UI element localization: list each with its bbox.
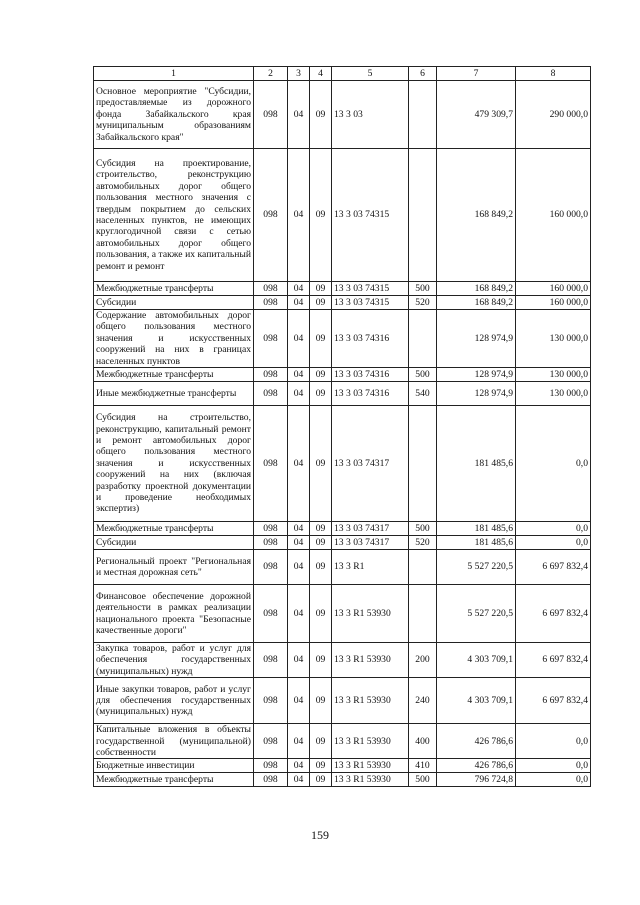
admin-code: 098 xyxy=(254,585,288,643)
row-name: Субсидии xyxy=(94,536,254,550)
amount-year-2: 290 000,0 xyxy=(516,81,591,149)
section-code: 04 xyxy=(288,550,310,585)
expense-type-code: 200 xyxy=(409,643,437,678)
admin-code: 098 xyxy=(254,643,288,678)
amount-year-2: 0,0 xyxy=(516,759,591,773)
subsection-code: 09 xyxy=(310,585,332,643)
section-code: 04 xyxy=(288,368,310,382)
row-name: Субсидия на строительство, реконструкцию, капитальный ремонт и ремонт автомобильных дорог общего пользования местного значения и искусственных сооружений на них (включая разработку проектной документации и проведение необходимых экспертиз) xyxy=(94,406,254,522)
target-article-code: 13 3 03 xyxy=(332,81,409,149)
subsection-code: 09 xyxy=(310,382,332,406)
subsection-code: 09 xyxy=(310,310,332,368)
row-name: Межбюджетные трансферты xyxy=(94,368,254,382)
amount-year-1: 168 849,2 xyxy=(437,282,516,296)
expense-type-code: 500 xyxy=(409,773,437,787)
section-code: 04 xyxy=(288,296,310,310)
amount-year-1: 426 786,6 xyxy=(437,724,516,759)
row-name: Бюджетные инвестиции xyxy=(94,759,254,773)
target-article-code: 13 3 R1 53930 xyxy=(332,773,409,787)
expense-type-code: 540 xyxy=(409,382,437,406)
admin-code: 098 xyxy=(254,149,288,282)
row-name: Иные межбюджетные трансферты xyxy=(94,382,254,406)
column-header: 2 xyxy=(254,67,288,81)
section-code: 04 xyxy=(288,310,310,368)
amount-year-1: 4 303 709,1 xyxy=(437,643,516,678)
target-article-code: 13 3 03 74317 xyxy=(332,522,409,536)
admin-code: 098 xyxy=(254,368,288,382)
table-row xyxy=(94,522,591,536)
admin-code: 098 xyxy=(254,406,288,522)
section-code: 04 xyxy=(288,406,310,522)
target-article-code: 13 3 R1 53930 xyxy=(332,678,409,724)
table-row xyxy=(94,643,591,678)
section-code: 04 xyxy=(288,81,310,149)
table-row xyxy=(94,678,591,724)
expense-type-code: 520 xyxy=(409,536,437,550)
amount-year-2: 0,0 xyxy=(516,536,591,550)
amount-year-1: 128 974,9 xyxy=(437,368,516,382)
amount-year-2: 6 697 832,4 xyxy=(516,678,591,724)
target-article-code: 13 3 03 74315 xyxy=(332,149,409,282)
expense-type-code: 500 xyxy=(409,522,437,536)
target-article-code: 13 3 R1 xyxy=(332,550,409,585)
admin-code: 098 xyxy=(254,296,288,310)
amount-year-2: 0,0 xyxy=(516,406,591,522)
amount-year-1: 181 485,6 xyxy=(437,536,516,550)
admin-code: 098 xyxy=(254,536,288,550)
subsection-code: 09 xyxy=(310,296,332,310)
expense-type-code: 400 xyxy=(409,724,437,759)
table-row xyxy=(94,310,591,368)
row-name: Региональный проект "Региональная и местная дорожная сеть" xyxy=(94,550,254,585)
expense-type-code: 410 xyxy=(409,759,437,773)
table-header-row xyxy=(94,67,591,81)
budget-table xyxy=(93,66,591,787)
subsection-code: 09 xyxy=(310,536,332,550)
table-row xyxy=(94,773,591,787)
expense-type-code xyxy=(409,406,437,522)
subsection-code: 09 xyxy=(310,368,332,382)
table-row xyxy=(94,759,591,773)
row-name: Иные закупки товаров, работ и услуг для обеспечения государственных (муниципальных) нужд xyxy=(94,678,254,724)
amount-year-1: 4 303 709,1 xyxy=(437,678,516,724)
admin-code: 098 xyxy=(254,522,288,536)
amount-year-2: 160 000,0 xyxy=(516,296,591,310)
table-row xyxy=(94,296,591,310)
row-name: Финансовое обеспечение дорожной деятельности в рамках реализации национального проекта "Безопасные качественные дороги" xyxy=(94,585,254,643)
subsection-code: 09 xyxy=(310,522,332,536)
table-row xyxy=(94,382,591,406)
section-code: 04 xyxy=(288,382,310,406)
subsection-code: 09 xyxy=(310,406,332,522)
amount-year-1: 181 485,6 xyxy=(437,522,516,536)
column-header: 6 xyxy=(409,67,437,81)
admin-code: 098 xyxy=(254,678,288,724)
expense-type-code: 500 xyxy=(409,368,437,382)
amount-year-2: 130 000,0 xyxy=(516,310,591,368)
section-code: 04 xyxy=(288,522,310,536)
admin-code: 098 xyxy=(254,282,288,296)
table-row xyxy=(94,585,591,643)
amount-year-2: 130 000,0 xyxy=(516,382,591,406)
amount-year-2: 130 000,0 xyxy=(516,368,591,382)
row-name: Содержание автомобильных дорог общего пользования местного значения и искусственных сооружений на них в границах населенных пунктов xyxy=(94,310,254,368)
table-row xyxy=(94,406,591,522)
amount-year-2: 160 000,0 xyxy=(516,282,591,296)
table-row xyxy=(94,724,591,759)
amount-year-1: 128 974,9 xyxy=(437,310,516,368)
row-name: Субсидия на проектирование, строительство, реконструкцию автомобильных дорог общего пользования местного значения с твердым покрытием до сельских населенных пунктов, не имеющих круглогодичной связи с сетью автомобильных дорог общего пользования, а также их капитальный ремонт и ремонт xyxy=(94,149,254,282)
amount-year-1: 479 309,7 xyxy=(437,81,516,149)
row-name: Субсидии xyxy=(94,296,254,310)
admin-code: 098 xyxy=(254,773,288,787)
section-code: 04 xyxy=(288,643,310,678)
column-header: 3 xyxy=(288,67,310,81)
expense-type-code: 240 xyxy=(409,678,437,724)
section-code: 04 xyxy=(288,724,310,759)
section-code: 04 xyxy=(288,773,310,787)
expense-type-code xyxy=(409,585,437,643)
row-name: Межбюджетные трансферты xyxy=(94,773,254,787)
row-name: Межбюджетные трансферты xyxy=(94,522,254,536)
column-header: 7 xyxy=(437,67,516,81)
amount-year-1: 128 974,9 xyxy=(437,382,516,406)
target-article-code: 13 3 03 74315 xyxy=(332,282,409,296)
target-article-code: 13 3 R1 53930 xyxy=(332,585,409,643)
amount-year-2: 0,0 xyxy=(516,724,591,759)
table-row xyxy=(94,149,591,282)
subsection-code: 09 xyxy=(310,81,332,149)
row-name: Межбюджетные трансферты xyxy=(94,282,254,296)
target-article-code: 13 3 R1 53930 xyxy=(332,759,409,773)
admin-code: 098 xyxy=(254,310,288,368)
expense-type-code xyxy=(409,310,437,368)
table-row xyxy=(94,368,591,382)
section-code: 04 xyxy=(288,759,310,773)
column-header: 4 xyxy=(310,67,332,81)
target-article-code: 13 3 03 74317 xyxy=(332,406,409,522)
subsection-code: 09 xyxy=(310,643,332,678)
amount-year-2: 0,0 xyxy=(516,522,591,536)
amount-year-2: 160 000,0 xyxy=(516,149,591,282)
column-header: 5 xyxy=(332,67,409,81)
subsection-code: 09 xyxy=(310,773,332,787)
subsection-code: 09 xyxy=(310,724,332,759)
subsection-code: 09 xyxy=(310,282,332,296)
target-article-code: 13 3 03 74315 xyxy=(332,296,409,310)
section-code: 04 xyxy=(288,678,310,724)
expense-type-code xyxy=(409,81,437,149)
table-row xyxy=(94,536,591,550)
amount-year-2: 6 697 832,4 xyxy=(516,550,591,585)
page-number: 159 xyxy=(311,828,329,842)
row-name: Основное мероприятие "Субсидии, предоставляемые из дорожного фонда Забайкальского края муниципальным образованиям Забайкальского края" xyxy=(94,81,254,149)
amount-year-1: 168 849,2 xyxy=(437,296,516,310)
target-article-code: 13 3 03 74316 xyxy=(332,310,409,368)
expense-type-code: 520 xyxy=(409,296,437,310)
amount-year-1: 5 527 220,5 xyxy=(437,585,516,643)
section-code: 04 xyxy=(288,536,310,550)
amount-year-2: 6 697 832,4 xyxy=(516,643,591,678)
admin-code: 098 xyxy=(254,81,288,149)
subsection-code: 09 xyxy=(310,759,332,773)
amount-year-1: 796 724,8 xyxy=(437,773,516,787)
row-name: Капитальные вложения в объекты государственной (муниципальной) собственности xyxy=(94,724,254,759)
amount-year-1: 426 786,6 xyxy=(437,759,516,773)
amount-year-2: 0,0 xyxy=(516,773,591,787)
expense-type-code xyxy=(409,149,437,282)
admin-code: 098 xyxy=(254,724,288,759)
section-code: 04 xyxy=(288,585,310,643)
column-header: 1 xyxy=(94,67,254,81)
target-article-code: 13 3 03 74317 xyxy=(332,536,409,550)
amount-year-2: 6 697 832,4 xyxy=(516,585,591,643)
amount-year-1: 181 485,6 xyxy=(437,406,516,522)
amount-year-1: 168 849,2 xyxy=(437,149,516,282)
table-row xyxy=(94,81,591,149)
admin-code: 098 xyxy=(254,382,288,406)
table-row xyxy=(94,550,591,585)
target-article-code: 13 3 R1 53930 xyxy=(332,643,409,678)
admin-code: 098 xyxy=(254,550,288,585)
expense-type-code: 500 xyxy=(409,282,437,296)
row-name: Закупка товаров, работ и услуг для обеспечения государственных (муниципальных) нужд xyxy=(94,643,254,678)
table-row xyxy=(94,282,591,296)
amount-year-1: 5 527 220,5 xyxy=(437,550,516,585)
target-article-code: 13 3 03 74316 xyxy=(332,382,409,406)
target-article-code: 13 3 R1 53930 xyxy=(332,724,409,759)
subsection-code: 09 xyxy=(310,678,332,724)
section-code: 04 xyxy=(288,282,310,296)
admin-code: 098 xyxy=(254,759,288,773)
section-code: 04 xyxy=(288,149,310,282)
column-header: 8 xyxy=(516,67,591,81)
target-article-code: 13 3 03 74316 xyxy=(332,368,409,382)
expense-type-code xyxy=(409,550,437,585)
subsection-code: 09 xyxy=(310,550,332,585)
subsection-code: 09 xyxy=(310,149,332,282)
